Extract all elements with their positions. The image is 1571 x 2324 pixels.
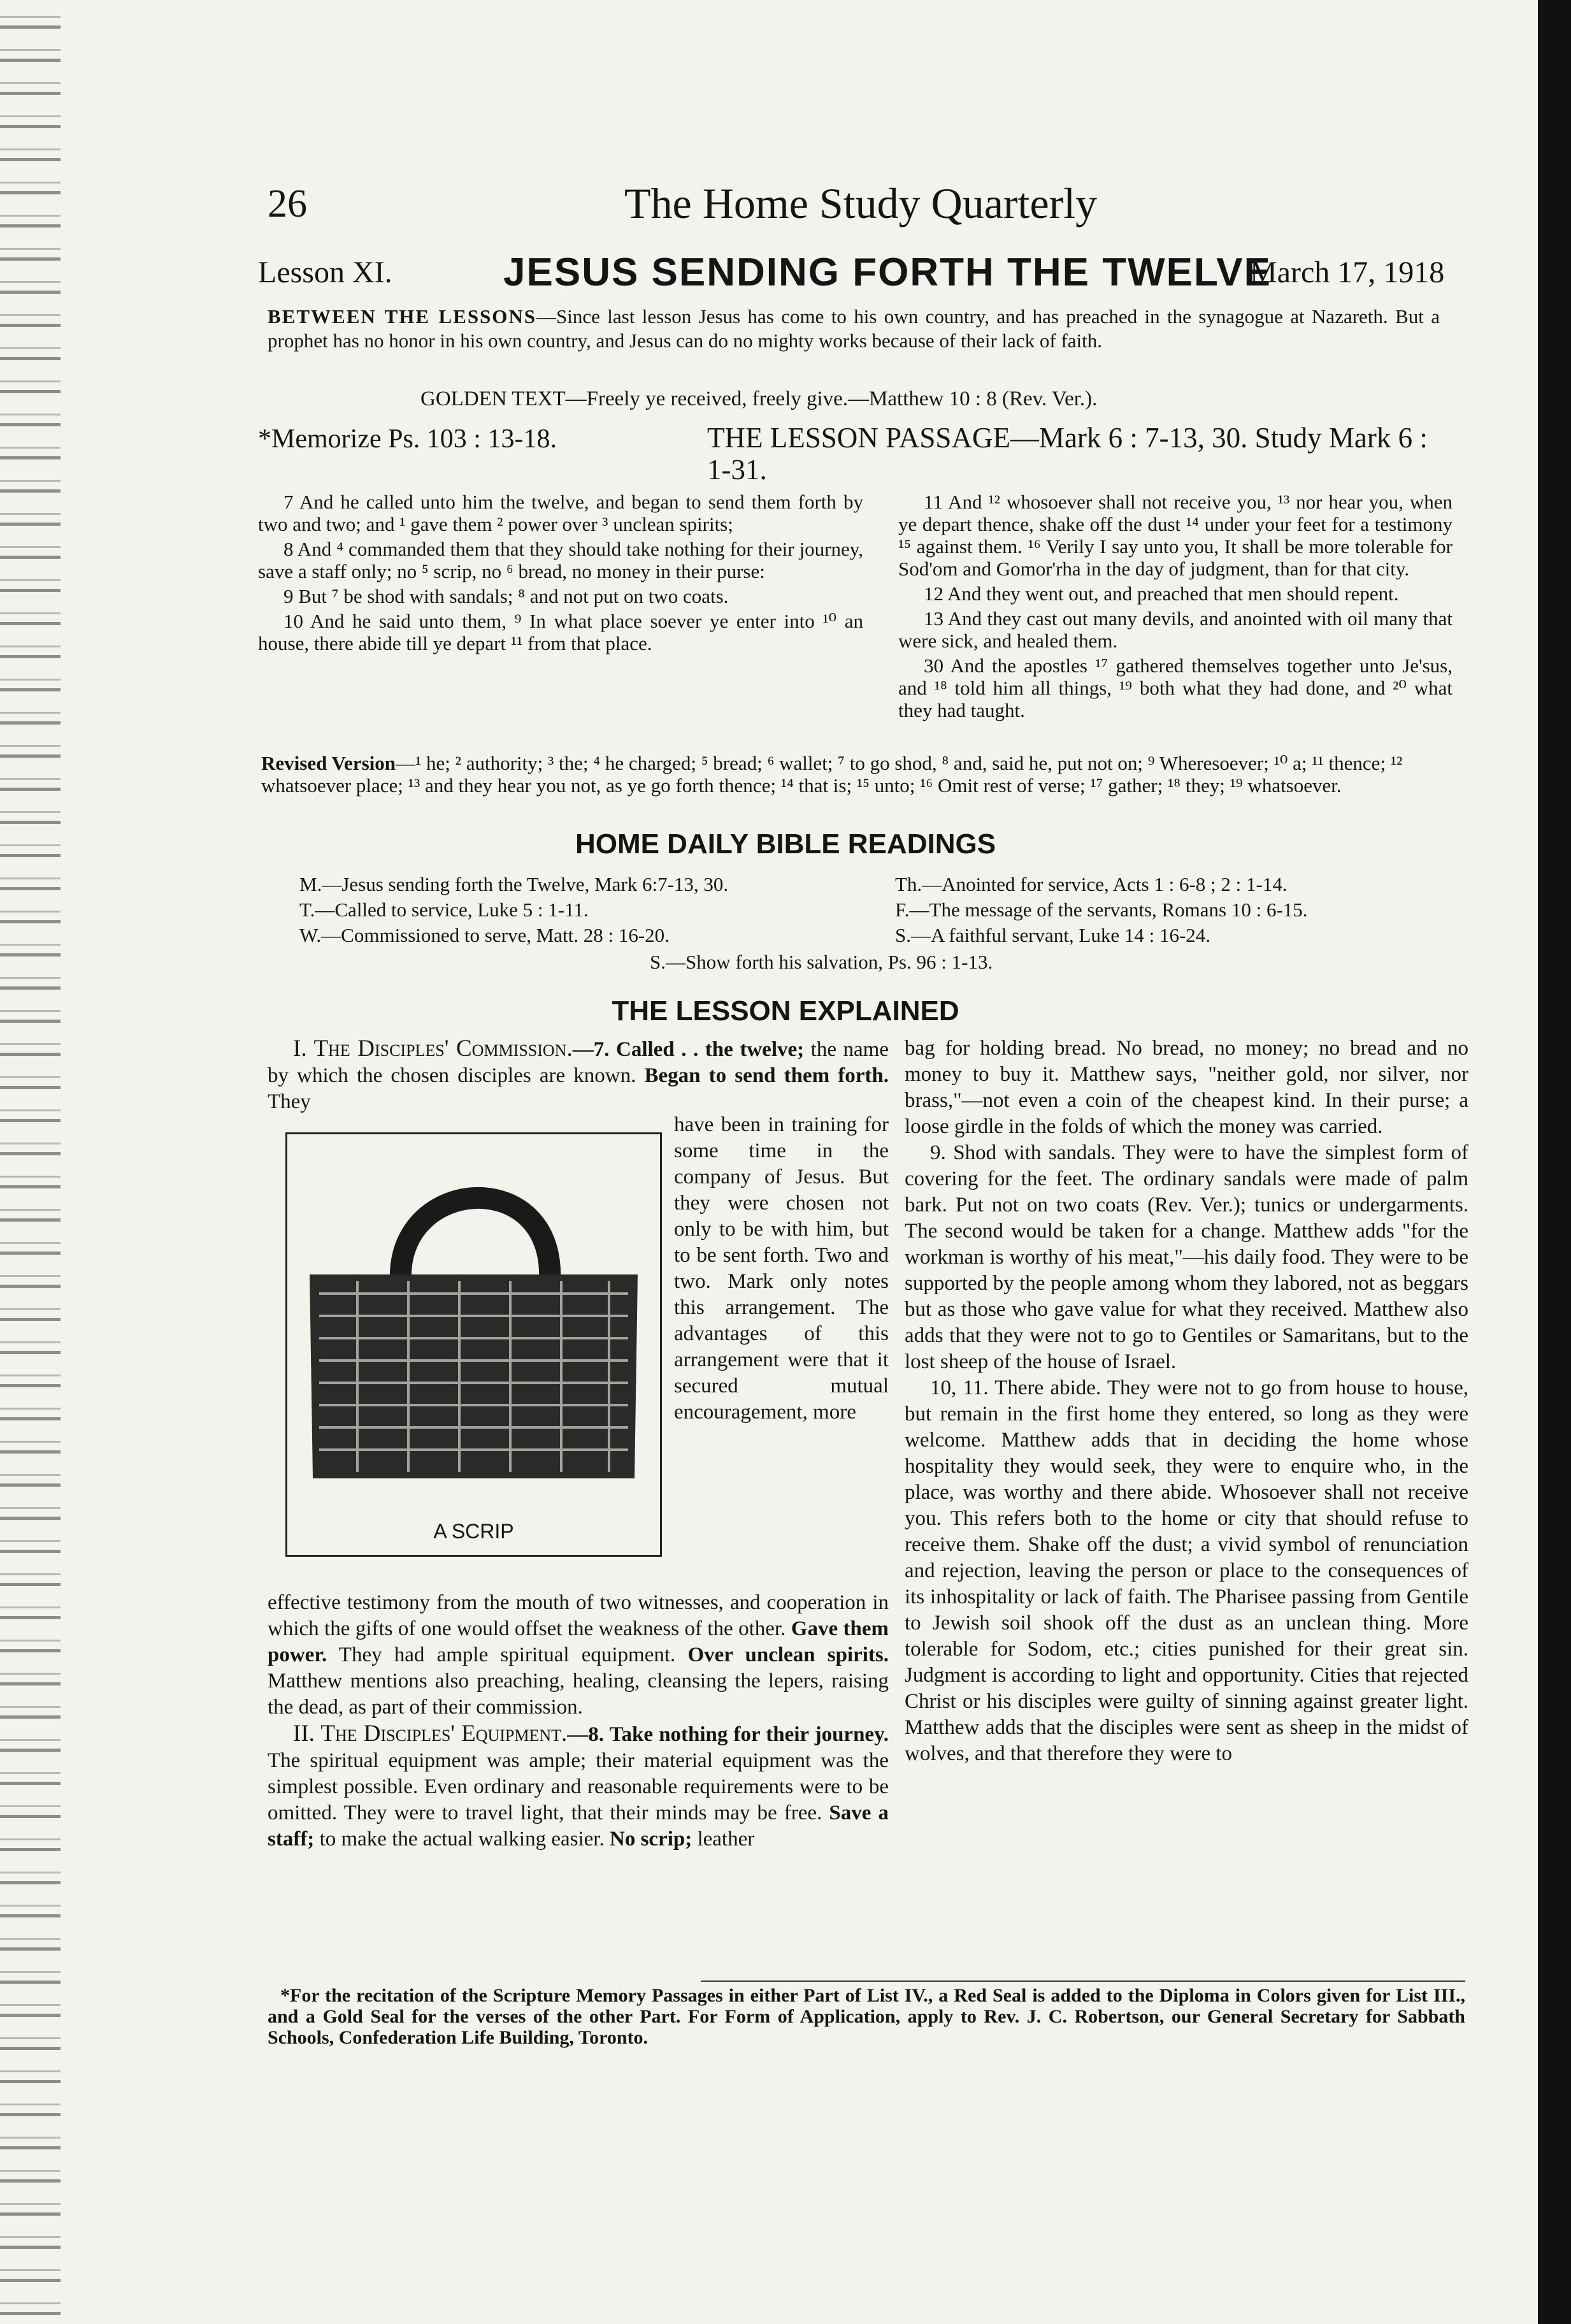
reading-tuesday: T.—Called to service, Luke 5 : 1-11. xyxy=(299,899,589,921)
col2-paragraph-2: 9. Shod with sandals. They were to have the simplest form of covering for the feet. The ordinary sandals were made of palm bark. Put not on two coats (Rev. Ver.); tunics or undergarments. The second would be taken for a change. Matthew adds "for the workman is worthy of his meat,"—his daily food. They were to be supported by the people among whom they labored, not as beggars but as those who gave value for what they received. Matthew also adds that they were not to go to Gentiles or Samaritans, but to the lost sheep of the house of Israel. xyxy=(905,1141,1468,1373)
verse-13: 13 And they cast out many devils, and anointed with oil many that were sick, and healed them. xyxy=(898,607,1453,652)
page-binding-edge xyxy=(0,0,61,2324)
between-text: —Since last lesson Jesus has come to his own country, and has preached in the synagogue at Nazareth. But a prophet has no honor in his own country, and Jesus can do no mighty works because of their lack of faith. xyxy=(268,305,1440,352)
reading-saturday: S.—A faithful servant, Luke 14 : 16-24. xyxy=(895,924,1211,946)
reading-monday: M.—Jesus sending forth the Twelve, Mark 6:7-13, 30. xyxy=(299,873,729,895)
section2-bold-3: No scrip; xyxy=(609,1828,692,1851)
between-the-lessons xyxy=(268,305,1440,353)
footnote: *For the recitation of the Scripture Memory Passages in either Part of List IV., a Red Seal is added to the Diploma in Colors given for List III., and a Gold Seal for the verses of the other Part. For Form of Application, apply to Rev. J. C. Robertson, our General Secretary for Sabbath Schools, Confederation Life Building, Toronto. xyxy=(268,1985,1465,2048)
section1-bold-1: —7. Called . . the twelve; xyxy=(572,1038,805,1061)
section1-text-2: They xyxy=(268,1090,311,1113)
figure-caption: A SCRIP xyxy=(433,1520,514,1543)
running-title: The Home Study Quarterly xyxy=(624,179,1098,227)
section2-text-1: The spiritual equipment was ample; their material equipment was the simplest possible. Even ordinary and reasonable requirements were to be omitted. They were to travel light, that their minds may be free. xyxy=(268,1749,889,1824)
lesson-title: JESUS SENDING FORTH THE TWELVE xyxy=(503,250,1272,294)
reading-wednesday: W.—Commissioned to serve, Matt. 28 : 16-20. xyxy=(299,924,670,946)
verse-10: 10 And he said unto them, ⁹ In what place soever ye enter into ¹⁰ an house, there abide till ye depart ¹¹ from that place. xyxy=(258,610,863,654)
section1-cont-c: Matthew mentions also preaching, healing, cleansing the lepers, raising the dead, as part of their commission. xyxy=(268,1670,889,1719)
section1-text-1: the name by which the chosen disciples are known. xyxy=(268,1038,889,1087)
verses-right-column xyxy=(898,491,1453,724)
section1-bold-2: Began to send them forth. xyxy=(644,1064,889,1087)
lesson-date: March 17, 1918 xyxy=(1250,256,1445,289)
col2-paragraph-3: 10, 11. There abide. They were not to go from house to house, but remain in the first home they entered, so long as they were welcome. Matthew adds that in deciding the home whose hospitality they would seek, they were to enquire who, in the place, was worthy and there abide. Whosoever shall not receive you. This refers both to the home or city that should refuse to receive them. Shake off the dust; a vivid symbol of renunciation and rejection, leaving the person or place to the consequences of its inhospitality or lack of faith. The Pharisee passing from Gentile to Jewish soil shook off the dust as an unclean thing. More tolerable for Sodom, etc.; cities punished for their great sin. Judgment is according to light and opportunity. Cities that rejected Christ or his disciples were guilty of sinning against greater light. Matthew adds that the disciples were sent as sheep in the midst of wolves, and that therefore they were to xyxy=(905,1376,1468,1765)
section1-cont-b: They had ample spiritual equipment. xyxy=(327,1643,688,1666)
section1-continued xyxy=(268,1590,889,1852)
section1-cont-a: effective testimony from the mouth of two witnesses, and cooperation in which the gifts of one would offset the weakness of the other. xyxy=(268,1591,889,1640)
revised-version-notes xyxy=(261,752,1446,797)
scrip-illustration xyxy=(285,1132,662,1557)
memorize-note: *Memorize Ps. 103 : 13-18. xyxy=(258,424,557,454)
verse-7: 7 And he called unto him the twelve, and began to send them forth by two and two; and ¹ gave them ² power over ³ unclean spirits; xyxy=(258,491,863,535)
verse-30: 30 And the apostles ¹⁷ gathered themselves together unto Je'sus, and ¹⁸ told him all things, ¹⁹ both what they had done, and ²⁰ what they had taught. xyxy=(898,654,1453,721)
lesson-number: Lesson XI. xyxy=(258,256,392,289)
section2-text-3: leather xyxy=(692,1828,755,1851)
lesson-passage: THE LESSON PASSAGE—Mark 6 : 7-13, 30. Study Mark 6 : 1-31. xyxy=(707,422,1428,486)
verse-12: 12 And they went out, and preached that men should repent. xyxy=(924,582,1399,605)
page-number: 26 xyxy=(268,182,307,226)
section1-narrow-text xyxy=(674,1112,889,1425)
section2-bold-1: —8. Take nothing for their journey. xyxy=(567,1723,889,1746)
section1-intro xyxy=(268,1036,889,1115)
section1-bold-3: Gave them power. xyxy=(268,1617,889,1666)
reading-thursday: Th.—Anointed for service, Acts 1 : 6-8 ; 2 : 1-14. xyxy=(895,873,1288,895)
section1-heading: I. The Disciples' Commission. xyxy=(293,1036,573,1062)
verse-8: 8 And ⁴ commanded them that they should take nothing for their journey, save a staff only; no ⁵ scrip, no ⁶ bread, no money in their purse: xyxy=(258,538,863,582)
verses-left-column xyxy=(258,491,863,657)
between-label: BETWEEN THE LESSONS xyxy=(268,305,537,328)
section2-heading: II. The Disciples' Equipment. xyxy=(293,1721,568,1747)
explained-right-column xyxy=(905,1036,1468,1767)
section2-bold-2: Save a staff; xyxy=(268,1801,889,1851)
footnote-rule xyxy=(701,1981,1465,1982)
reading-friday: F.—The message of the servants, Romans 10 : 6-15. xyxy=(895,899,1308,921)
section1-narrow-para: have been in training for some time in the company of Jesus. But they were chosen not only to be with him, but to be sent forth. Two and two. Mark only notes this arrangement. The advantages of this arrangement were that it secured mutual encouragement, more xyxy=(674,1113,889,1424)
reading-sunday: S.—Show forth his salvation, Ps. 96 : 1-13. xyxy=(650,951,993,973)
revised-text: —¹ he; ² authority; ³ the; ⁴ he charged; ⁵ bread; ⁶ wallet; ⁷ to go shod, ⁸ and, said he, put not on; ⁹ Wheresoever; ¹⁰ a; ¹¹ thence; ¹² whatsoever place; ¹³ and they hear you not, as ye go forth thence; ¹⁴ that is; ¹⁵ unto; ¹⁶ Omit rest of verse; ¹⁷ gather; ¹⁸ they; ¹⁹ whatsoever. xyxy=(261,752,1403,797)
verse-9: 9 But ⁷ be shod with sandals; ⁸ and not put on two coats. xyxy=(283,585,729,607)
readings-heading: HOME DAILY BIBLE READINGS xyxy=(575,828,996,860)
golden-text: GOLDEN TEXT—Freely ye received, freely give.—Matthew 10 : 8 (Rev. Ver.). xyxy=(420,387,1098,410)
verse-11: 11 And ¹² whosoever shall not receive you, ¹³ nor hear you, when ye depart thence, shake off the dust ¹⁴ under your feet for a testimony ¹⁵ against them. ¹⁶ Verily I say unto you, It shall be more tolerable for Sod'om and Gomor'rha in the day of judgment, than for that city. xyxy=(898,491,1453,580)
page-dark-edge xyxy=(1538,0,1571,2324)
revised-label: Revised Version xyxy=(261,752,396,774)
col2-paragraph-1: bag for holding bread. No bread, no money; no bread and no money to buy it. Matthew says, "neither gold, nor silver, nor brass,"—not even a coin of the cheapest kind. In their purse; a loose girdle in the folds of which the money was carried. xyxy=(905,1037,1468,1138)
explained-heading: THE LESSON EXPLAINED xyxy=(612,995,959,1027)
section1-bold-4: Over unclean spirits. xyxy=(687,1643,889,1666)
section2-text-2: to make the actual walking easier. xyxy=(314,1828,610,1851)
scrip-basket-drawing xyxy=(287,1134,660,1491)
